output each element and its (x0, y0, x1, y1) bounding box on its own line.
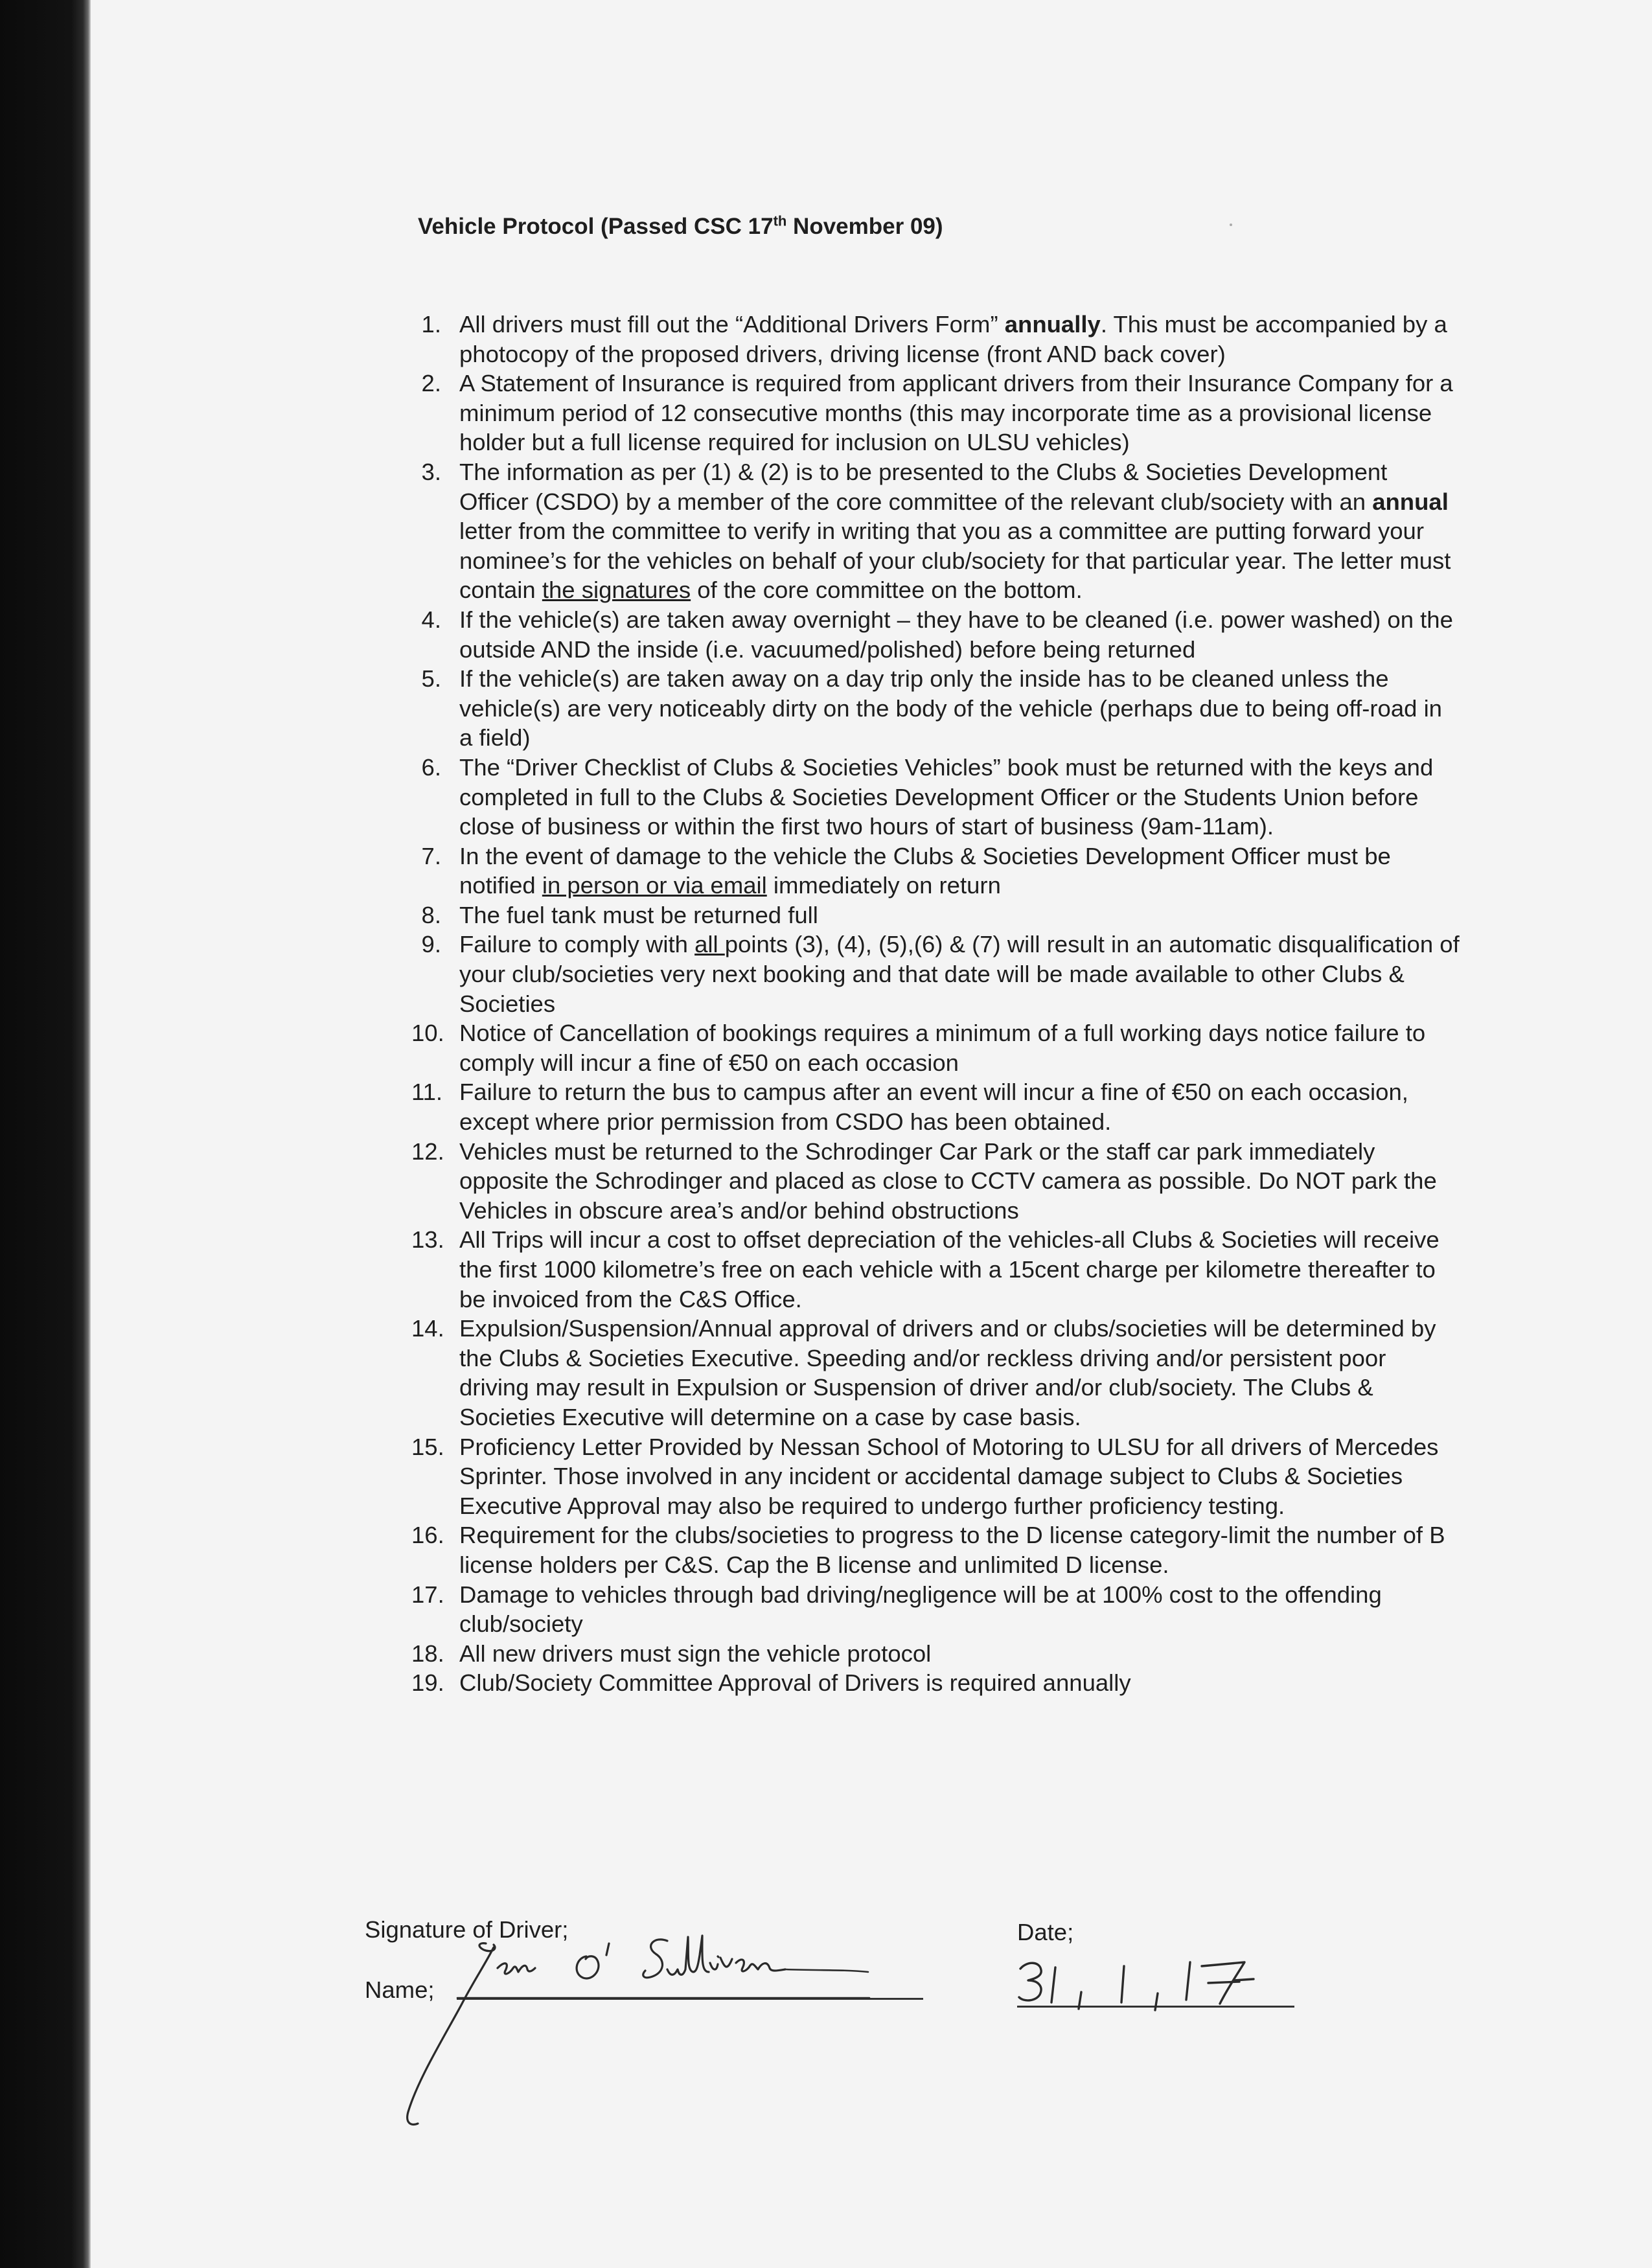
rule-text (459, 843, 1391, 899)
date-label: Date; (1017, 1919, 1074, 1945)
rule-text-part: The “Driver Checklist of Clubs & Societies Vehicles” book must be returned with the keys and completed in full to the Clubs & Societies Development Officer or the Students Union before close of business or within the first two hours of start of business (9am-11am). (459, 753, 1434, 840)
rule-number: 17. (411, 1581, 444, 1608)
protocol-rule (411, 457, 1461, 605)
protocol-rule (411, 1639, 1461, 1669)
title-text-end: November 09) (786, 214, 943, 239)
protocol-rule (411, 369, 1461, 457)
rule-text-part: letter from the committee to verify in writing that you as a committee are putting forward your nominee’s for the vehicles on behalf of your club/society for that particular year. The letter must contain (459, 518, 1451, 604)
rule-text (459, 1669, 1131, 1696)
rule-text-part: The information as per (1) & (2) is to be presented to the Clubs & Societies Development Officer (CSDO) by a member of the core committee of the relevant club/society with an (459, 458, 1388, 515)
protocol-rule (411, 1225, 1461, 1314)
rule-text (459, 1138, 1437, 1224)
rule-text (459, 459, 1451, 603)
rule-text (459, 1581, 1382, 1638)
rule-number: 1. (421, 311, 441, 338)
protocol-rule (411, 1520, 1461, 1579)
rule-text-part: In the event of damage to the vehicle the Clubs & Societies Development Officer must be notified (459, 842, 1391, 899)
rule-text-part: Failure to return the bus to campus after an event will incur a fine of €50 on each occasion, except where prior permission from CSDO has been obtained. (459, 1079, 1408, 1136)
page-title (418, 214, 943, 240)
title-superscript: th (773, 212, 787, 229)
rule-text-part: All new drivers must sign the vehicle protocol (459, 1640, 932, 1667)
rule-number: 19. (411, 1669, 444, 1697)
protocol-rule (411, 842, 1461, 900)
protocol-rule (411, 1580, 1461, 1639)
protocol-rule (411, 753, 1461, 842)
rule-number: 12. (411, 1138, 444, 1165)
rule-number: 7. (421, 842, 441, 869)
rule-number: 5. (421, 665, 441, 693)
rule-text-part: All Trips will incur a cost to offset depreciation of the vehicles-all Clubs & Societies will receive the first 1000 kilometre’s free on each vehicle with a 15cent charge per kilometre thereafter to be invoiced from the C&S Office. (459, 1226, 1440, 1312)
rule-text (459, 311, 1447, 367)
rule-text (459, 1079, 1408, 1135)
protocol-rule (411, 1314, 1461, 1432)
rule-text-part: If the vehicle(s) are taken away on a day trip only the inside has to be cleaned unless the vehicle(s) are very noticeably dirty on the body of the vehicle (perhaps due to being off-road in a field) (459, 665, 1442, 751)
rule-text-part: A Statement of Insurance is required from applicant drivers from their Insurance Company for a minimum period of 12 consecutive months (this may incorporate time as a provisional license holder but a full license required for inclusion on ULSU vehicles) (459, 370, 1453, 456)
protocol-rule (411, 1432, 1461, 1521)
rule-text-bold: annually (1004, 311, 1101, 338)
rule-text (459, 1522, 1445, 1578)
rule-text-underlined: all (694, 931, 725, 958)
rule-text (459, 754, 1433, 840)
rule-text-part: of the core committee on the bottom. (691, 577, 1083, 604)
rule-text-part: Notice of Cancellation of bookings requires a minimum of a full working days notice failure to comply will incur a fine of €50 on each occasion (459, 1020, 1426, 1076)
rule-number: 13. (411, 1226, 444, 1254)
rule-number: 14. (411, 1315, 444, 1342)
rule-number: 9. (421, 931, 441, 958)
protocol-rule (411, 1668, 1461, 1698)
rule-number: 8. (421, 901, 441, 928)
rule-text-part: Vehicles must be returned to the Schrodinger Car Park or the staff car park immediately opposite the Schrodinger and placed as close to CCTV camera as possible. Do NOT park the Vehicles in obscure area’s and/or behind obstructions (459, 1138, 1437, 1224)
rule-text (459, 1434, 1438, 1519)
rule-text-part: Club/Society Committee Approval of Drivers is required annually (459, 1669, 1131, 1697)
rule-text (459, 1640, 931, 1667)
protocol-rule (411, 1137, 1461, 1226)
protocol-rule (411, 664, 1461, 753)
rule-text-part: points (3), (4), (5),(6) & (7) will result in an automatic disqualification of your club/societies very next booking and that date will be made available to other Clubs & Societies (459, 931, 1460, 1017)
handwritten-date (1014, 1953, 1325, 2024)
handwritten-signature (389, 1918, 933, 2138)
rule-text (459, 370, 1453, 455)
protocol-rule (411, 930, 1461, 1018)
rule-text-part: . This must be accompanied by a photocopy of the proposed drivers, driving license (front AND back cover) (459, 311, 1447, 367)
rule-text-part: Damage to vehicles through bad driving/negligence will be at 100% cost to the offending club/society (459, 1581, 1382, 1638)
rule-text-part: immediately on return (766, 872, 1001, 899)
protocol-rule (411, 1018, 1461, 1077)
rule-number: 18. (411, 1640, 444, 1667)
rule-text-part: Expulsion/Suspension/Annual approval of drivers and or clubs/societies will be determined by the Clubs & Societies Executive. Speeding and/or reckless driving and/or persistent poor driving may result in Expulsion or Suspension of driver and/or club/society. The Clubs & Societies Executive will determine on a case by case basis. (459, 1315, 1436, 1430)
protocol-rule (411, 900, 1461, 930)
rule-text (459, 606, 1453, 663)
rule-text-part: Proficiency Letter Provided by Nessan School of Motoring to ULSU for all drivers of Mercedes Sprinter. Those involved in any incident or accidental damage subject to Clubs & Societies Executive Approval may also be required to undergo further proficiency testing. (459, 1433, 1439, 1519)
protocol-rule (411, 1077, 1461, 1136)
rule-text-bold: annual (1372, 488, 1449, 515)
rule-text (459, 665, 1442, 751)
rule-number: 3. (421, 458, 441, 485)
rule-text-part: The fuel tank must be returned full (459, 901, 818, 928)
rule-text (459, 1315, 1436, 1430)
rule-text-part: All drivers must fill out the “Additional Drivers Form” (459, 311, 1005, 338)
protocol-rule (411, 310, 1461, 369)
rule-text (459, 1020, 1425, 1076)
rule-number: 16. (411, 1522, 444, 1549)
rule-number: 10. (411, 1020, 444, 1047)
rule-text (459, 1226, 1440, 1312)
signature-label: Signature of Driver; (365, 1916, 569, 1943)
scan-speck (1230, 223, 1232, 226)
rule-text-part: Requirement for the clubs/societies to progress to the D license category-limit the number of B license holders per C&S. Cap the B license and unlimited D license. (459, 1522, 1445, 1578)
rule-text-underlined: the signatures (542, 577, 691, 604)
rule-number: 6. (421, 753, 441, 781)
rule-text-part: If the vehicle(s) are taken away overnight – they have to be cleaned (i.e. power washed) on the outside AND the inside (i.e. vacuumed/polished) before being returned (459, 606, 1453, 663)
rule-number: 15. (411, 1433, 444, 1460)
rule-text-underlined: in person or via email (542, 872, 767, 899)
rule-number: 2. (421, 370, 441, 397)
title-text: Vehicle Protocol (Passed CSC 17 (418, 214, 774, 239)
scan-dark-edge (0, 0, 91, 2268)
protocol-rules-list (411, 310, 1461, 1698)
rule-text (459, 902, 818, 928)
rule-text (459, 931, 1460, 1016)
rule-text-part: Failure to comply with (459, 931, 695, 958)
name-label: Name; (365, 1976, 435, 2003)
rule-number: 4. (421, 606, 441, 633)
rule-number: 11. (411, 1079, 443, 1106)
protocol-rule (411, 605, 1461, 664)
